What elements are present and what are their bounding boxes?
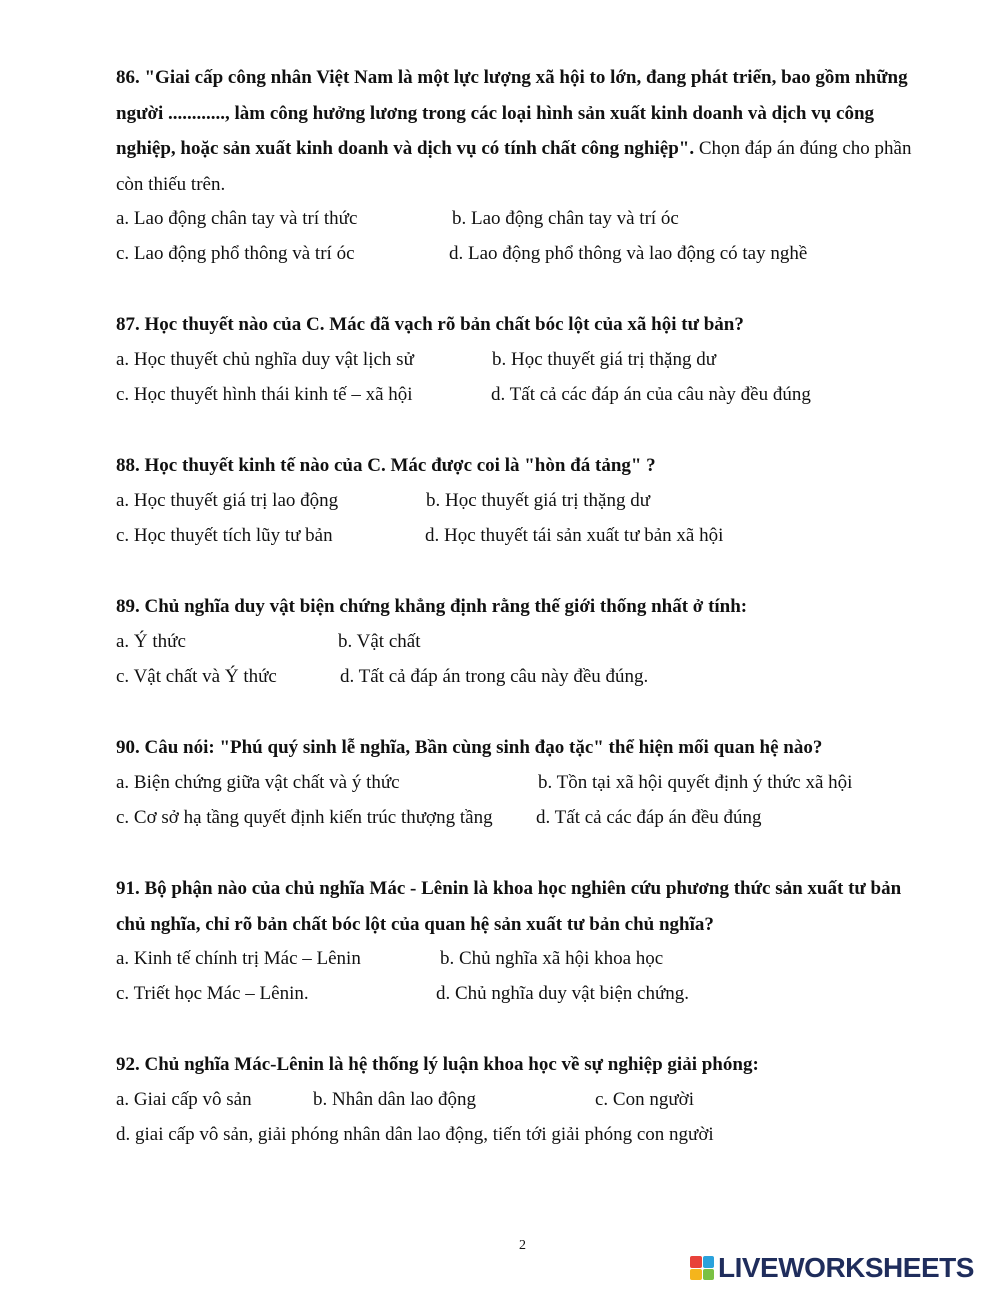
option-87-b[interactable]: b. Học thuyết giá trị thặng dư — [492, 349, 717, 370]
question-86-stem-plain: Chọn đáp án đúng cho phần còn thiếu trên. — [116, 138, 912, 195]
option-89-d[interactable]: d. Tất cả đáp án trong câu này đều đúng. — [340, 666, 649, 687]
page-number: 2 — [519, 1238, 526, 1253]
question-88-stem — [116, 448, 931, 484]
liveworksheets-logo — [690, 1251, 974, 1285]
option-87-c[interactable]: c. Học thuyết hình thái kinh tế – xã hội — [116, 384, 413, 405]
question-91-stem — [116, 871, 931, 942]
question-92-stem-bold: 92. Chủ nghĩa Mác-Lênin là hệ thống lý luận khoa học về sự nghiệp giải phóng: — [116, 1054, 759, 1075]
option-92-a[interactable]: a. Giai cấp vô sản — [116, 1089, 252, 1110]
option-86-a[interactable]: a. Lao động chân tay và trí thức — [116, 208, 358, 229]
option-89-b[interactable]: b. Vật chất — [338, 631, 421, 652]
option-87-a[interactable]: a. Học thuyết chủ nghĩa duy vật lịch sử — [116, 349, 414, 370]
option-90-c[interactable]: c. Cơ sở hạ tầng quyết định kiến trúc thượng tầng — [116, 807, 493, 828]
option-86-c[interactable]: c. Lao động phổ thông và trí óc — [116, 243, 355, 264]
option-92-d[interactable]: d. giai cấp vô sản, giải phóng nhân dân lao động, tiến tới giải phóng con người — [116, 1124, 714, 1145]
question-87-stem — [116, 307, 931, 343]
option-91-b[interactable]: b. Chủ nghĩa xã hội khoa học — [440, 948, 664, 969]
logo-square-green — [703, 1269, 715, 1281]
liveworksheets-logo-icon — [690, 1256, 714, 1280]
logo-square-red — [690, 1256, 702, 1268]
question-86-stem — [116, 60, 931, 202]
option-87-d[interactable]: d. Tất cả các đáp án của câu này đều đúng — [491, 384, 811, 405]
option-91-a[interactable]: a. Kinh tế chính trị Mác – Lênin — [116, 948, 361, 969]
option-88-c[interactable]: c. Học thuyết tích lũy tư bản — [116, 525, 333, 546]
question-92-stem — [116, 1047, 931, 1083]
liveworksheets-brand-text: LIVEWORKSHEETS — [718, 1252, 974, 1283]
option-90-d[interactable]: d. Tất cả các đáp án đều đúng — [536, 807, 762, 828]
option-90-b[interactable]: b. Tồn tại xã hội quyết định ý thức xã hội — [538, 772, 853, 793]
option-91-c[interactable]: c. Triết học Mác – Lênin. — [116, 983, 309, 1004]
option-92-c[interactable]: c. Con người — [595, 1089, 694, 1110]
question-90-stem-bold: 90. Câu nói: "Phú quý sinh lễ nghĩa, Bần cùng sinh đạo tặc" thể hiện mối quan hệ nào? — [116, 737, 823, 758]
option-88-a[interactable]: a. Học thuyết giá trị lao động — [116, 490, 339, 511]
option-92-b[interactable]: b. Nhân dân lao động — [313, 1089, 477, 1110]
question-86-stem-bold: 86. "Giai cấp công nhân Việt Nam là một lực lượng xã hội to lớn, đang phát triển, bao gồm những người ............, làm công hưởng lương trong các loại hình sản xuất kinh doanh và dịch vụ công nghiệp, hoặc sản xuất kinh doanh và dịch vụ có tính chất công nghiệp". — [116, 67, 908, 159]
question-88-stem-bold: 88. Học thuyết kinh tế nào của C. Mác được coi là "hòn đá tảng" ? — [116, 455, 656, 476]
option-89-a[interactable]: a. Ý thức — [116, 631, 186, 652]
question-89-stem — [116, 589, 931, 625]
option-86-d[interactable]: d. Lao động phổ thông và lao động có tay nghề — [449, 243, 808, 264]
option-86-b[interactable]: b. Lao động chân tay và trí óc — [452, 208, 679, 229]
question-89-stem-bold: 89. Chủ nghĩa duy vật biện chứng khẳng định rằng thế giới thống nhất ở tính: — [116, 596, 748, 617]
option-89-c[interactable]: c. Vật chất và Ý thức — [116, 666, 277, 687]
question-91-stem-bold: 91. Bộ phận nào của chủ nghĩa Mác - Lênin là khoa học nghiên cứu phương thức sản xuất tư bản chủ nghĩa, chỉ rõ bản chất bóc lột của quan hệ sản xuất tư bản chủ nghĩa? — [116, 878, 902, 935]
logo-square-yellow — [690, 1269, 702, 1281]
option-91-d[interactable]: d. Chủ nghĩa duy vật biện chứng. — [436, 983, 690, 1004]
question-87-stem-bold: 87. Học thuyết nào của C. Mác đã vạch rõ bản chất bóc lột của xã hội tư bản? — [116, 314, 744, 335]
option-88-d[interactable]: d. Học thuyết tái sản xuất tư bản xã hội — [425, 525, 724, 546]
question-90-stem — [116, 730, 931, 766]
option-90-a[interactable]: a. Biện chứng giữa vật chất và ý thức — [116, 772, 400, 793]
logo-square-blue — [703, 1256, 715, 1268]
option-88-b[interactable]: b. Học thuyết giá trị thặng dư — [426, 490, 651, 511]
